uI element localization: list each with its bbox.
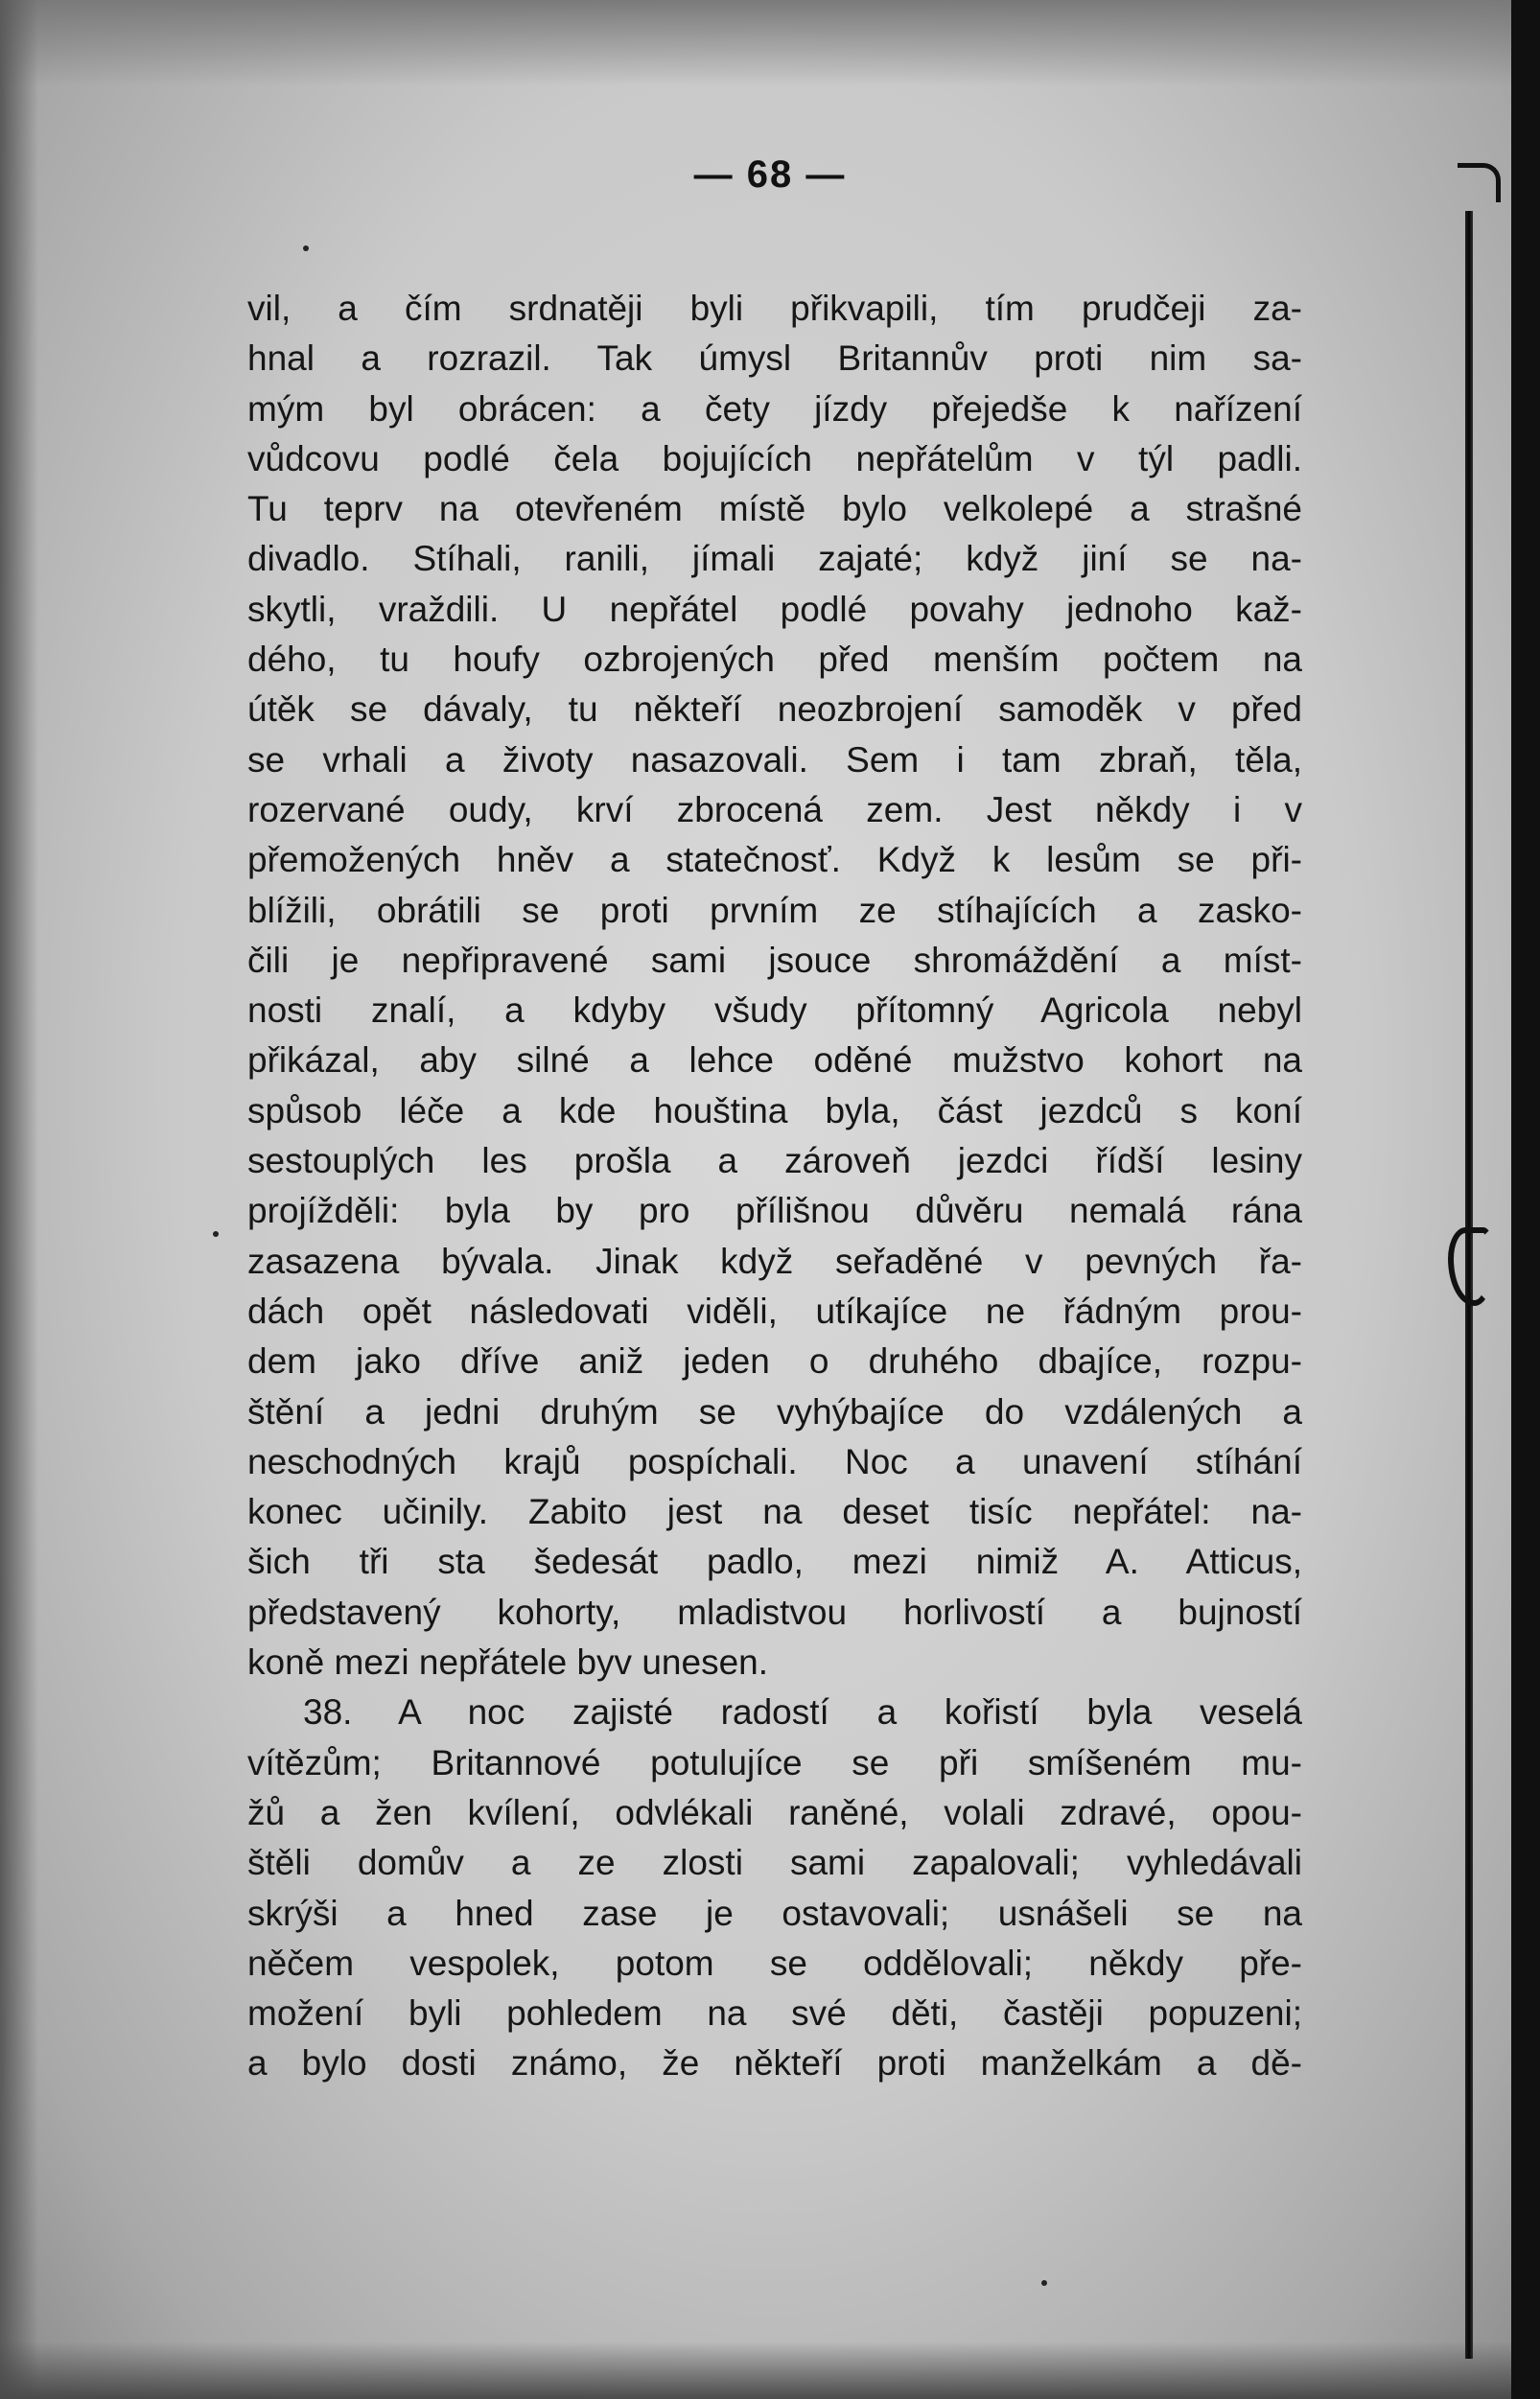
text-line: štění a jedni druhým se vyhýbajíce do vzdálených a [247,1391,1302,1432]
text-line: čili je nepřipravené sami jsouce shromáždění a míst- [247,940,1302,980]
text-line: sestouplých les prošla a zároveň jezdci řídší lesiny [247,1141,1302,1181]
text-line: představený kohorty, mladistvou horlivostí a bujností [247,1592,1302,1632]
text-line: štěli domův a ze zlosti sami zapalovali; vyhledávali [247,1843,1302,1883]
text-line: dách opět následovati viděli, utíkajíce ne řádným prou- [247,1291,1302,1331]
text-line: vítězům; Britannové potulujíce se při smíšeném mu- [247,1742,1302,1782]
text-line: dem jako dříve aniž jeden o druhého dbajíce, rozpu- [247,1341,1302,1382]
text-line: spůsob léče a kde houština byla, část jezdců s koní [247,1090,1302,1130]
text-line: blížili, obrátili se proti prvním ze stíhajících a zasko- [247,890,1302,930]
text-line: dého, tu houfy ozbrojených před menším počtem na [247,640,1302,680]
text-line: koně mezi nepřátele byv unesen. [247,1642,769,1683]
text-line: šich tři sta šedesát padlo, mezi nimiž A. Atticus, [247,1542,1302,1582]
page-shadow-top [0,0,1540,86]
text-line: skytli, vraždili. U nepřátel podlé povahy jednoho kaž- [247,589,1302,629]
text-line: hnal a rozrazil. Tak úmysl Britannův proti nim sa- [247,338,1302,379]
text-line: přemožených hněv a statečnosť. Když k lesům se při- [247,840,1302,880]
text-line: přikázal, aby silné a lehce oděné mužstvo kohort na [247,1040,1302,1081]
text-line: možení byli pohledem na své děti, častěji popuzeni; [247,1993,1302,2034]
page-shadow-left [0,0,38,2399]
text-line: a bylo dosti známo, že někteří proti manželkám a dě- [247,2043,1302,2084]
page-shadow-bottom [0,2341,1540,2399]
text-line: Tu teprv na otevřeném místě bylo velkolepé a strašné [247,489,1302,529]
text-line: vůdcovu podlé čela bojujících nepřátelům v týl padli. [247,438,1302,478]
text-line: zasazena bývala. Jinak když seřaděné v pevných řa- [247,1241,1302,1281]
page-number: — 68 — [693,153,847,196]
text-line: projížděli: byla by pro přílišnou důvěru nemalá rána [247,1191,1302,1231]
text-line: něčem vespolek, potom se oddělovali; někdy pře- [247,1943,1302,1983]
text-line: mým byl obrácen: a čety jízdy přejedše k nařízení [247,388,1302,429]
ink-speck [213,1231,219,1237]
page-edge-right [1511,0,1540,2399]
text-line: nosti znalí, a kdyby všudy přítomný Agricola nebyl [247,990,1302,1031]
ink-speck [303,245,309,251]
text-line: žů a žen kvílení, odvlékali raněné, volali zdravé, opou- [247,1792,1302,1832]
text-line: vil, a čím srdnatěji byli přikvapili, tím prudčeji za- [247,289,1302,328]
text-line: skrýši a hned zase je ostavovali; usnášeli se na [247,1893,1302,1933]
ink-speck [1041,2280,1047,2286]
text-line: neschodných krajů pospíchali. Noc a unavení stíhání [247,1441,1302,1481]
text-line: divadlo. Stíhali, ranili, jímali zajaté; když jiní se na- [247,539,1302,579]
binding-clip-mark [1448,1227,1492,1306]
body-text [247,284,1302,2089]
text-line: konec učinily. Zabito jest na deset tisíc nepřátel: na- [247,1492,1302,1532]
text-line: 38. A noc zajisté radostí a kořistí byla veselá [303,1692,1302,1733]
text-line: rozervané oudy, krví zbrocená zem. Jest někdy i v [247,789,1302,829]
text-line: se vrhali a životy nasazovali. Sem i tam zbraň, těla, [247,739,1302,780]
text-line: útěk se dávaly, tu někteří neozbrojení samoděk v před [247,689,1302,730]
